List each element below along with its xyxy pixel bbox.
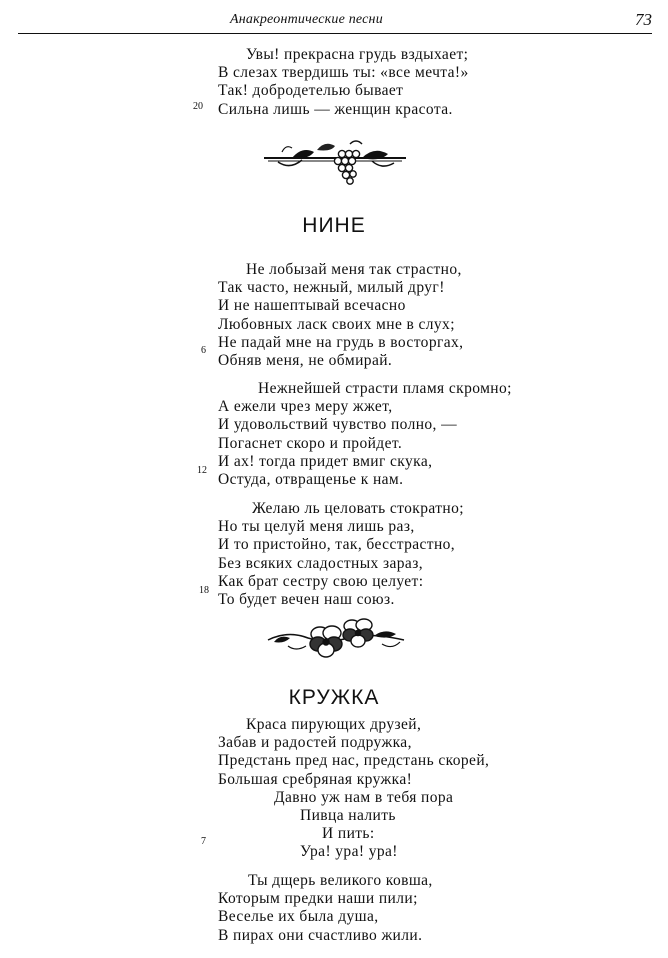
verse-line: Предстань пред нас, предстань скорей, <box>218 752 490 770</box>
poem-title-kruzhka: КРУЖКА <box>288 686 380 709</box>
verse-line: А ежели чрез меру жжет, <box>218 398 393 416</box>
line-number: 20 <box>193 101 203 112</box>
grape-vine-ornament-icon <box>262 138 408 188</box>
verse-line: И не нашептывай всечасно <box>218 297 406 315</box>
verse-line: Большая сребряная кружка! <box>218 770 413 788</box>
verse-line: Так! добродетелью бывает <box>218 82 404 100</box>
verse-line: В пирах они счастливо жили. <box>218 926 423 944</box>
pansy-flower-ornament-icon <box>266 616 406 662</box>
verse-line: Увы! прекрасна грудь вздыхает; <box>246 46 469 63</box>
stanza-kruzhka-2 <box>218 872 433 945</box>
stanza-nine-1 <box>218 261 463 370</box>
stanza-kruzhka-1 <box>218 716 489 862</box>
verse-line: Ура! ура! ура! <box>300 843 398 861</box>
verse-line: Но ты целуй меня лишь раз, <box>218 518 415 536</box>
stanza-top <box>218 46 469 119</box>
poem-title-nine: НИНЕ <box>302 214 366 237</box>
verse-line: Остуда, отвращенье к нам. <box>218 471 404 489</box>
verse-line: Давно уж нам в тебя пора <box>274 788 454 806</box>
verse-line: Пивца налить <box>300 807 396 825</box>
stanza-nine-2 <box>218 380 512 489</box>
verse-line: Погаснет скоро и пройдет. <box>218 434 403 452</box>
header-rule <box>18 33 652 34</box>
verse-line: Которым предки наши пили; <box>218 890 418 908</box>
verse-line: Желаю ль целовать стократно; <box>252 500 464 517</box>
verse-line: Веселье их была душа, <box>218 908 379 926</box>
verse-line: И пить: <box>322 825 375 843</box>
verse-line: Ты дщерь великого ковша, <box>248 872 433 889</box>
verse-line: И то пристойно, так, бесстрастно, <box>218 536 456 554</box>
line-number: 7 <box>201 836 206 847</box>
running-title: Анакреонтические песни <box>230 12 383 27</box>
page-number: 73 <box>635 10 652 29</box>
verse-line: И ах! тогда придет вмиг скука, <box>218 452 433 470</box>
verse-line: И удовольствий чувство полно, — <box>218 416 458 434</box>
verse-line: Забав и радостей подружка, <box>218 734 412 752</box>
line-number: 18 <box>199 585 209 596</box>
verse-line: Сильна лишь — женщин красота. <box>218 100 453 118</box>
verse-line: Не лобызай меня так страстно, <box>246 261 462 278</box>
verse-line: Без всяких сладостных зараз, <box>218 554 423 572</box>
verse-line: Краса пирующих друзей, <box>246 716 422 733</box>
verse-line: Как брат сестру свою целует: <box>218 572 424 590</box>
verse-line: Любовных ласк своих мне в слух; <box>218 315 455 333</box>
line-number: 6 <box>201 345 206 356</box>
verse-line: В слезах твердишь ты: «все мечта!» <box>218 64 469 82</box>
verse-line: Обняв меня, не обмирай. <box>218 352 393 370</box>
verse-line: Так часто, нежный, милый друг! <box>218 279 445 297</box>
verse-line: То будет вечен наш союз. <box>218 591 395 609</box>
page-header <box>18 8 652 34</box>
stanza-nine-3 <box>218 500 464 609</box>
verse-line: Не падай мне на грудь в восторгах, <box>218 333 464 351</box>
verse-line: Нежнейшей страсти пламя скромно; <box>258 380 512 397</box>
line-number: 12 <box>197 465 207 476</box>
